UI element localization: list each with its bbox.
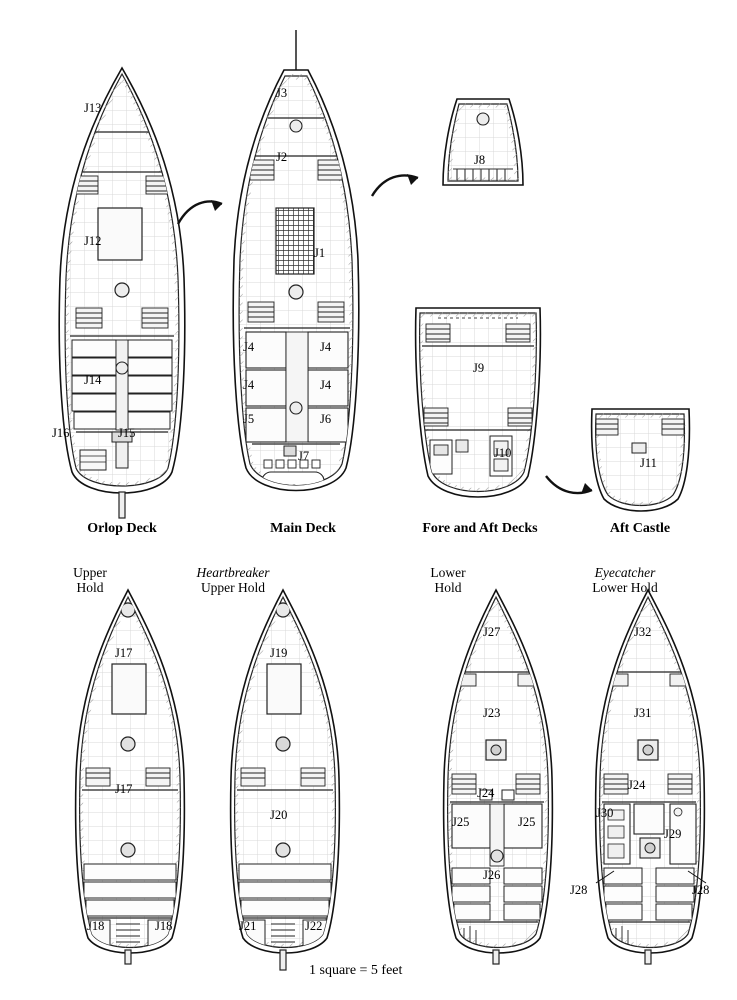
room-label-J14: J14 xyxy=(84,373,102,387)
sublabel-upper-hold-line1: Upper xyxy=(73,565,107,580)
room-label-J4-a: J4 xyxy=(243,340,255,354)
arrow-aft-to-castle xyxy=(544,466,596,502)
room-label-J19: J19 xyxy=(270,646,288,660)
deck-eyecatcher-lower-hold xyxy=(580,588,720,958)
room-label-J25-left: J25 xyxy=(452,815,470,829)
room-label-J11: J11 xyxy=(640,456,657,470)
deck-fore-and-aft xyxy=(404,300,554,515)
deck-lower-hold-left xyxy=(428,588,568,958)
sublabel-heartbreaker-line2: Upper Hold xyxy=(200,580,266,595)
room-label-J9: J9 xyxy=(473,361,485,375)
sublabel-lower-hold-line2: Hold xyxy=(434,580,462,595)
caption-fore-and-aft: Fore and Aft Decks xyxy=(422,521,538,536)
room-label-J17-bottom: J17 xyxy=(115,782,133,796)
room-label-J16: J16 xyxy=(52,426,70,440)
sublabel-lower-hold-line1: Lower xyxy=(430,565,466,580)
room-label-J4-b: J4 xyxy=(320,340,332,354)
room-label-J28-left: J28 xyxy=(570,883,588,897)
room-label-J18-right: J18 xyxy=(155,919,173,933)
room-label-J24-right: J24 xyxy=(628,778,646,792)
sublabel-eyecatcher-line2: Lower Hold xyxy=(592,580,658,595)
room-label-J29: J29 xyxy=(664,827,682,841)
room-label-J21: J21 xyxy=(239,919,257,933)
scale-note: 1 square = 5 feet xyxy=(309,963,403,978)
deck-orlop xyxy=(42,68,202,508)
deck-upper-hold-left xyxy=(60,588,200,958)
leader-lines-j28 xyxy=(560,855,737,895)
room-label-J10: J10 xyxy=(494,446,512,460)
room-label-J25-right: J25 xyxy=(518,815,536,829)
deck-heartbreaker-upper-hold xyxy=(215,588,355,958)
room-label-J4-d: J4 xyxy=(320,378,332,392)
room-label-J24: J24 xyxy=(477,786,495,800)
sublabel-eyecatcher-line1: Eyecatcher xyxy=(594,565,656,580)
caption-orlop-deck: Orlop Deck xyxy=(87,521,157,536)
room-label-J23: J23 xyxy=(483,706,501,720)
room-label-J26: J26 xyxy=(483,868,501,882)
room-label-J28-right: J28 xyxy=(692,883,710,897)
room-label-J18-left: J18 xyxy=(87,919,105,933)
room-label-J1: J1 xyxy=(314,246,326,260)
deck-main xyxy=(218,30,388,510)
room-label-J30: J30 xyxy=(596,806,614,820)
caption-main-deck: Main Deck xyxy=(270,521,336,536)
room-label-J15: J15 xyxy=(118,426,136,440)
room-label-J8: J8 xyxy=(474,153,486,167)
room-label-J17-top: J17 xyxy=(115,646,133,660)
room-label-J22: J22 xyxy=(305,919,323,933)
room-label-J6: J6 xyxy=(320,412,332,426)
deck-fore-j8 xyxy=(423,95,543,195)
arrow-main-to-fore xyxy=(370,168,422,204)
room-label-J2: J2 xyxy=(276,150,288,164)
sublabel-upper-hold-line2: Hold xyxy=(76,580,104,595)
room-label-J12: J12 xyxy=(84,234,102,248)
room-label-J13: J13 xyxy=(84,101,102,115)
arrow-orlop-to-main xyxy=(176,192,226,230)
room-label-J31: J31 xyxy=(634,706,652,720)
room-label-J3: J3 xyxy=(276,86,288,100)
room-label-J32: J32 xyxy=(634,625,652,639)
room-label-J5: J5 xyxy=(243,412,255,426)
caption-aft-castle: Aft Castle xyxy=(609,521,671,536)
room-label-J7: J7 xyxy=(298,449,310,463)
room-label-J27: J27 xyxy=(483,625,501,639)
room-label-J4-c: J4 xyxy=(243,378,255,392)
room-label-J20: J20 xyxy=(270,808,288,822)
sublabel-heartbreaker-line1: Heartbreaker xyxy=(196,565,270,580)
